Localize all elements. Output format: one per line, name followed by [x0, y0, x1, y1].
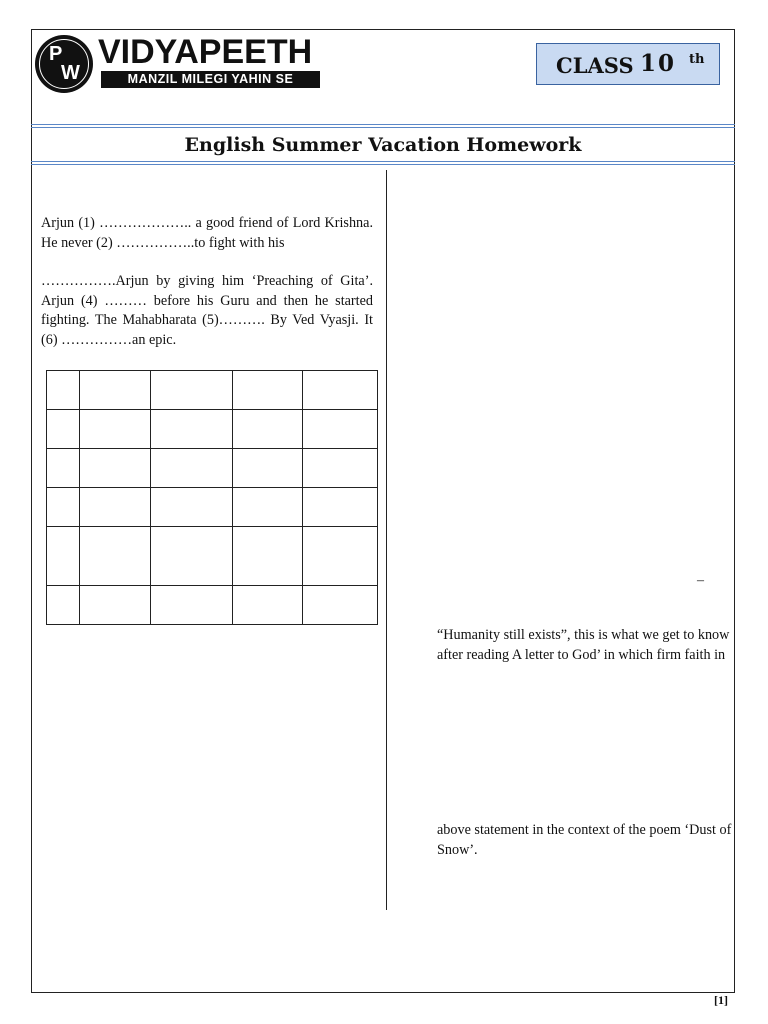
logo-letter-w: W [61, 62, 80, 84]
table-cell [80, 488, 151, 527]
logo-letter-p: P [49, 43, 63, 65]
table-cell [233, 586, 303, 625]
brand-name: VIDYAPEETH [98, 33, 313, 71]
table-row [47, 449, 378, 488]
table-cell [303, 449, 378, 488]
table-cell [303, 371, 378, 410]
table-cell [151, 527, 233, 586]
table-cell [233, 527, 303, 586]
table-cell [80, 449, 151, 488]
table-cell [151, 410, 233, 449]
pw-logo [35, 35, 93, 93]
class-suffix: th [689, 52, 705, 67]
table-cell [47, 488, 80, 527]
class-number: 10 [640, 50, 677, 77]
table-cell [233, 371, 303, 410]
answer-table [46, 370, 378, 625]
table-cell [47, 371, 80, 410]
table-row [47, 410, 378, 449]
table-cell [303, 586, 378, 625]
table-cell [47, 527, 80, 586]
quote-line-2: after reading A letter to God’ in which firm faith in [437, 647, 726, 663]
dash-mark: – [697, 573, 704, 588]
class-badge [536, 43, 720, 85]
table-cell [151, 488, 233, 527]
table-row [47, 371, 378, 410]
page-number: [1] [714, 993, 728, 1007]
page-title: English Summer Vacation Homework [184, 134, 582, 156]
brand-tagline: MANZIL MILEGI YAHIN SE [101, 71, 320, 88]
table-cell [233, 449, 303, 488]
column-divider [386, 170, 387, 910]
table-row [47, 527, 378, 586]
table-cell [233, 410, 303, 449]
passage-part-1: Arjun (1) ……………….. a good friend of Lord Krishna. He never (2) ……………..to fight with his [41, 215, 373, 251]
title-rule-top-2 [31, 127, 735, 128]
title-rule-bottom [31, 161, 735, 162]
title-rule-top [31, 124, 735, 125]
table-cell [233, 488, 303, 527]
table-cell [303, 410, 378, 449]
poem-line-2: Snow’. [437, 842, 478, 858]
table-row [47, 488, 378, 527]
table-cell [80, 371, 151, 410]
table-cell [151, 371, 233, 410]
quote-line-1: “Humanity still exists”, this is what we get to know [437, 627, 730, 643]
poem-line-1: above statement in the context of the poem ‘Dust of [437, 822, 732, 838]
table-cell [80, 586, 151, 625]
table-cell [151, 449, 233, 488]
table-cell [47, 586, 80, 625]
title-rule-bottom-2 [31, 164, 735, 165]
table-cell [80, 527, 151, 586]
class-label: CLASS [556, 53, 634, 78]
passage-part-2: …………….Arjun by giving him ‘Preaching of Gita’. Arjun (4) ……… before his Guru and then he started fighting. The Mahabharata (5)………. By Ved Vyasji. It (6) ……………an epic. [41, 273, 373, 348]
table-row [47, 586, 378, 625]
table-cell [303, 488, 378, 527]
table-cell [80, 410, 151, 449]
table-cell [151, 586, 233, 625]
table-cell [303, 527, 378, 586]
table-cell [47, 410, 80, 449]
table-cell [47, 449, 80, 488]
